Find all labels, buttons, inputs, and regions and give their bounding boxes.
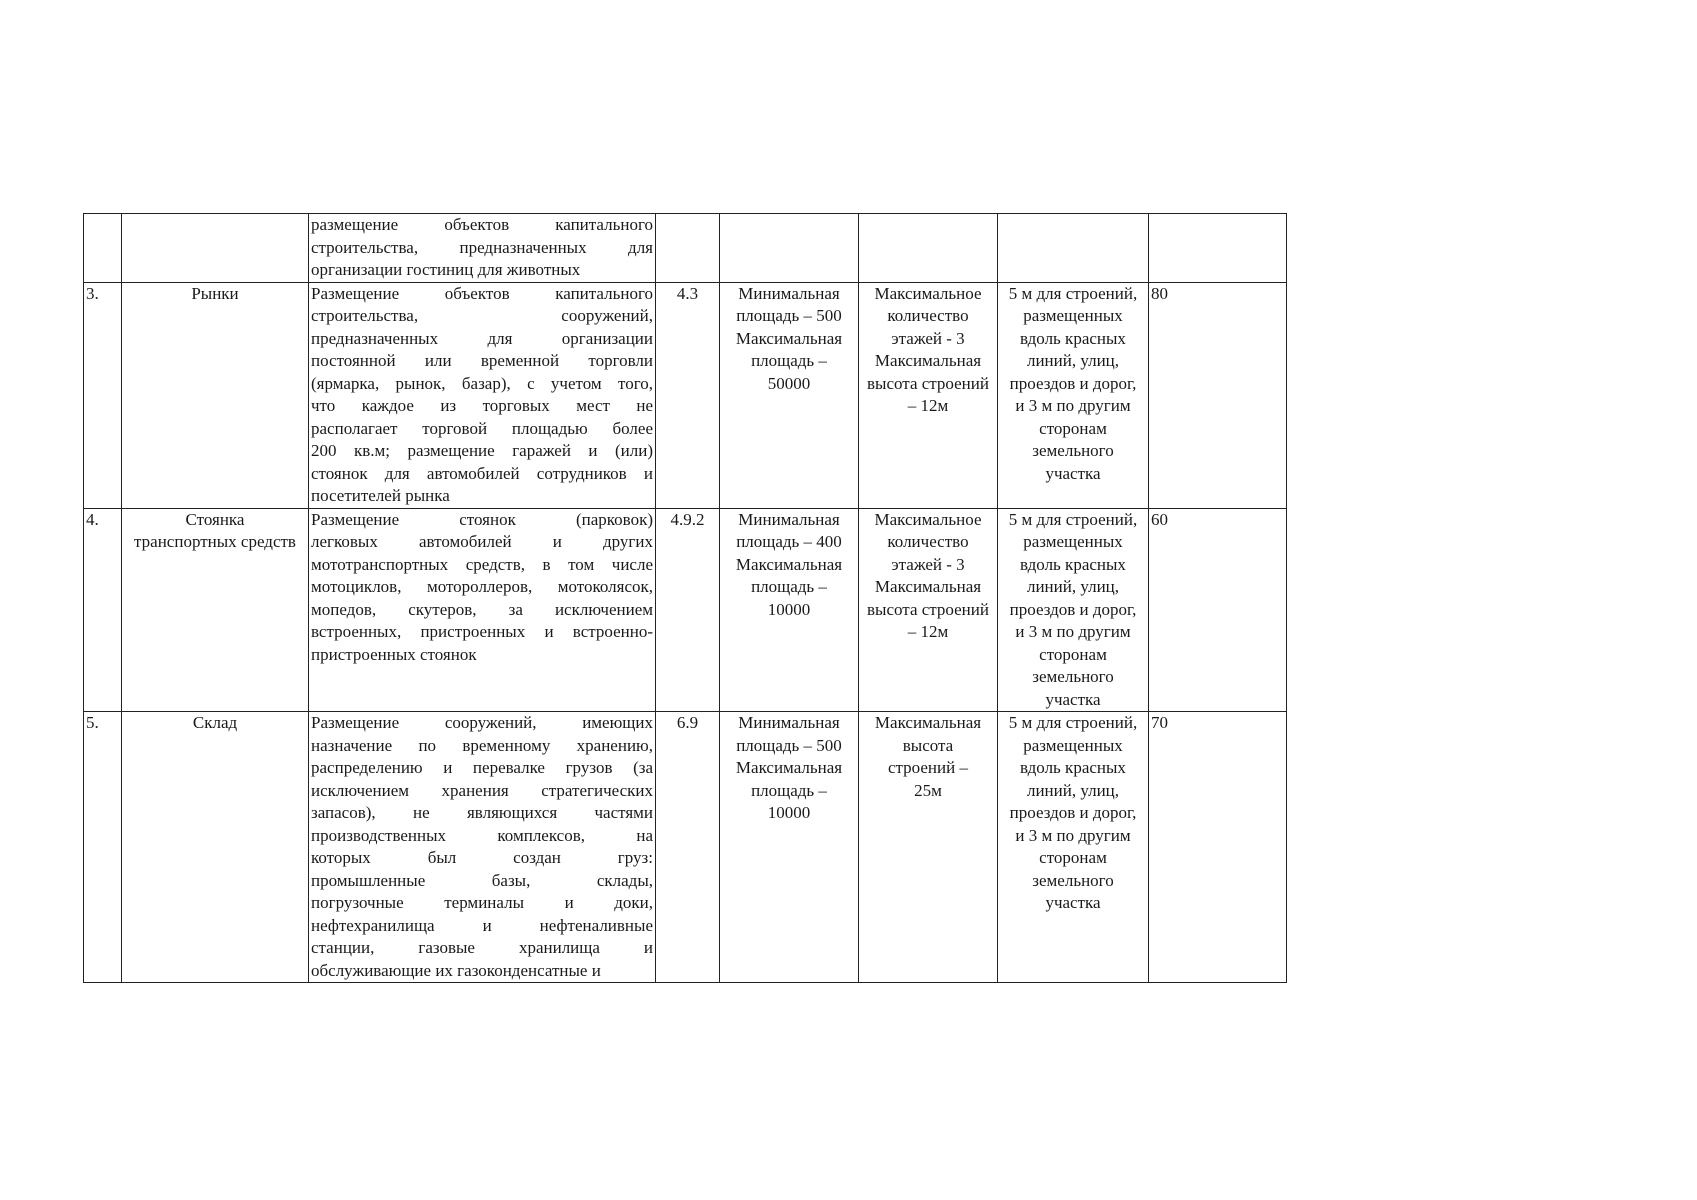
plot-area-cell <box>720 508 859 712</box>
floors-height-cell <box>859 712 998 983</box>
cell-text-line: Стоянка <box>185 509 245 529</box>
cell-text-line: мототранспортных средств, в том числе <box>311 554 653 574</box>
cell-text-line: площадь – <box>751 577 827 596</box>
cell-text-line: Минимальная <box>738 283 840 303</box>
cell-text: 6.9 <box>676 713 699 732</box>
use-description-cell <box>309 282 656 508</box>
table-row <box>84 214 1287 283</box>
floors-height-cell <box>859 214 998 283</box>
cell-text-line: посетителей рынка <box>311 486 450 505</box>
cell-text-line: и 3 м по другим <box>1015 825 1131 845</box>
cell-text-line: этажей - 3 <box>891 554 965 574</box>
cell-text: 4. <box>86 509 99 529</box>
classifier-code-cell <box>656 282 720 508</box>
cell-text-line: Максимальная <box>735 328 843 348</box>
cell-text-line: линий, улиц, <box>1026 780 1120 800</box>
cell-text-line: 50000 <box>767 373 811 393</box>
cell-text-line: участка <box>1045 893 1101 912</box>
cell-text-line: (ярмарка, рынок, базар), с учетом того, <box>311 373 653 393</box>
cell-text-line: производственных комплексов, на <box>311 825 653 845</box>
cell-text-line: мопедов, скутеров, за исключением <box>311 599 653 619</box>
cell-text-line: сторонам <box>1039 418 1107 438</box>
cell-text-line: которых был создан груз: <box>311 848 653 867</box>
row-number-cell <box>84 214 122 283</box>
cell-text-line: 5 м для строений, <box>1008 713 1138 732</box>
row-number-cell <box>84 508 122 712</box>
cell-text-line: участка <box>1045 689 1101 709</box>
cell-text-line: запасов), не являющихся частями <box>311 803 653 822</box>
use-type-name-cell <box>122 508 309 712</box>
setback-cell <box>998 282 1149 508</box>
cell-text-line: промышленные базы, склады, <box>311 870 653 890</box>
cell-text-line: 10000 <box>767 599 811 619</box>
row-number-cell <box>84 282 122 508</box>
cell-text-line: обслуживающие их газоконденсатные и <box>311 960 601 980</box>
setback-cell <box>998 508 1149 712</box>
coverage-percent-cell <box>1149 508 1287 712</box>
cell-text-line: количество <box>887 532 969 551</box>
cell-text: 4.3 <box>676 283 699 303</box>
cell-text-line: Размещение стоянок (парковок) <box>311 509 653 529</box>
use-description-cell <box>309 508 656 712</box>
cell-text-line: пристроенных стоянок <box>311 644 477 664</box>
cell-text-line: Максимальная <box>735 758 843 777</box>
use-description-cell <box>309 214 656 283</box>
use-description-cell <box>309 712 656 983</box>
cell-text-line: этажей - 3 <box>891 328 965 348</box>
cell-text-line: Максимальная <box>874 713 982 732</box>
cell-text-line: земельного <box>1032 441 1114 460</box>
cell-text-line: мотоциклов, мотороллеров, мотоколясок, <box>311 577 653 596</box>
cell-text-line: линий, улиц, <box>1026 351 1120 370</box>
coverage-percent-cell <box>1149 282 1287 508</box>
cell-text: 4.9.2 <box>670 509 705 529</box>
cell-text-line: земельного <box>1032 667 1114 686</box>
classifier-code-cell <box>656 508 720 712</box>
cell-text-line: площадь – 500 <box>736 735 842 755</box>
cell-text-line: строений – <box>888 758 968 777</box>
cell-text-line: распределению и перевалке грузов (за <box>311 758 653 777</box>
cell-text-line: сторонам <box>1039 644 1107 664</box>
cell-text-line: участка <box>1045 463 1101 483</box>
cell-text: 80 <box>1151 283 1168 303</box>
cell-text-line: проездов и дорог, <box>1009 373 1137 393</box>
plot-area-cell <box>720 282 859 508</box>
cell-text-line: стоянок для автомобилей сотрудников и <box>311 463 653 483</box>
table-row <box>84 712 1287 983</box>
cell-text-line: площадь – <box>751 351 827 370</box>
cell-text-line: Минимальная <box>738 713 840 732</box>
cell-text-line: – 12м <box>907 396 949 415</box>
setback-cell <box>998 712 1149 983</box>
cell-text-line: высота строений <box>867 599 989 619</box>
cell-text-line: Склад <box>192 713 238 732</box>
cell-text-line: исключением хранения стратегических <box>311 780 653 800</box>
cell-text-line: Максимальная <box>874 577 982 596</box>
cell-text-line: вдоль красных <box>1020 328 1126 348</box>
cell-text-line: встроенных, пристроенных и встроенно- <box>311 622 653 641</box>
cell-text-line: 200 кв.м; размещение гаражей и (или) <box>311 441 653 460</box>
cell-text-line: и 3 м по другим <box>1015 396 1131 415</box>
cell-text: 60 <box>1151 509 1168 529</box>
cell-text-line: 25м <box>914 780 942 800</box>
cell-text-line: Максимальное <box>874 509 982 529</box>
cell-text-line: предназначенных для организации <box>311 328 653 348</box>
cell-text-line: легковых автомобилей и других <box>311 532 653 551</box>
cell-text-line: площадь – 400 <box>736 532 842 551</box>
cell-text-line: назначение по временному хранению, <box>311 735 653 755</box>
cell-text-line: Минимальная <box>738 509 840 529</box>
cell-text-line: и 3 м по другим <box>1015 622 1131 641</box>
cell-text-line: 10000 <box>767 803 811 822</box>
cell-text-line: размещенных <box>1023 532 1123 551</box>
classifier-code-cell <box>656 214 720 283</box>
plot-area-cell <box>720 214 859 283</box>
cell-text-line: размещенных <box>1023 735 1123 755</box>
cell-text-line: строительства, сооружений, <box>311 306 653 325</box>
coverage-percent-cell <box>1149 712 1287 983</box>
cell-text-line: линий, улиц, <box>1026 577 1120 596</box>
cell-text: 70 <box>1151 713 1168 732</box>
cell-text-line: Рынки <box>191 283 239 303</box>
floors-height-cell <box>859 282 998 508</box>
cell-text-line: сторонам <box>1039 848 1107 867</box>
cell-text-line: Размещение сооружений, имеющих <box>311 713 653 732</box>
cell-text-line: постоянной или временной торговли <box>311 351 653 370</box>
cell-text-line: вдоль красных <box>1020 554 1126 574</box>
cell-text-line: Размещение объектов капитального <box>311 283 653 303</box>
cell-text: 3. <box>86 283 99 303</box>
cell-text-line: размещение объектов капитального <box>311 215 653 234</box>
cell-text-line: что каждое из торговых мест не <box>311 396 653 415</box>
cell-text-line: Максимальное <box>874 283 982 303</box>
plot-area-cell <box>720 712 859 983</box>
cell-text-line: проездов и дорог, <box>1009 599 1137 619</box>
cell-text: 5. <box>86 713 99 732</box>
cell-text-line: 5 м для строений, <box>1008 509 1138 529</box>
use-type-name-cell <box>122 214 309 283</box>
table-row <box>84 508 1287 712</box>
cell-text-line: организации гостиниц для животных <box>311 260 581 279</box>
cell-text-line: – 12м <box>907 622 949 641</box>
use-type-name-cell <box>122 282 309 508</box>
cell-text-line: Максимальная <box>735 554 843 574</box>
row-number-cell <box>84 712 122 983</box>
cell-text-line: транспортных средств <box>134 532 296 551</box>
floors-height-cell <box>859 508 998 712</box>
cell-text-line: располагает торговой площадью более <box>311 418 653 438</box>
cell-text-line: Максимальная <box>874 351 982 370</box>
cell-text-line: строительства, предназначенных для <box>311 237 653 257</box>
cell-text-line: количество <box>887 306 969 325</box>
coverage-percent-cell <box>1149 214 1287 283</box>
cell-text-line: погрузочные терминалы и доки, <box>311 893 653 912</box>
setback-cell <box>998 214 1149 283</box>
cell-text-line: вдоль красных <box>1020 758 1126 777</box>
cell-text-line: проездов и дорог, <box>1009 803 1137 822</box>
land-use-table <box>83 213 1287 983</box>
cell-text-line: высота строений <box>867 373 989 393</box>
cell-text-line: площадь – <box>751 780 827 800</box>
classifier-code-cell <box>656 712 720 983</box>
table-body <box>84 214 1287 983</box>
cell-text-line: размещенных <box>1023 306 1123 325</box>
use-type-name-cell <box>122 712 309 983</box>
cell-text-line: 5 м для строений, <box>1008 283 1138 303</box>
cell-text-line: высота <box>902 735 954 755</box>
cell-text-line: площадь – 500 <box>736 306 842 325</box>
cell-text-line: станции, газовые хранилища и <box>311 938 653 957</box>
table-row <box>84 282 1287 508</box>
cell-text-line: нефтехранилища и нефтеналивные <box>311 915 653 935</box>
cell-text-line: земельного <box>1032 870 1114 890</box>
